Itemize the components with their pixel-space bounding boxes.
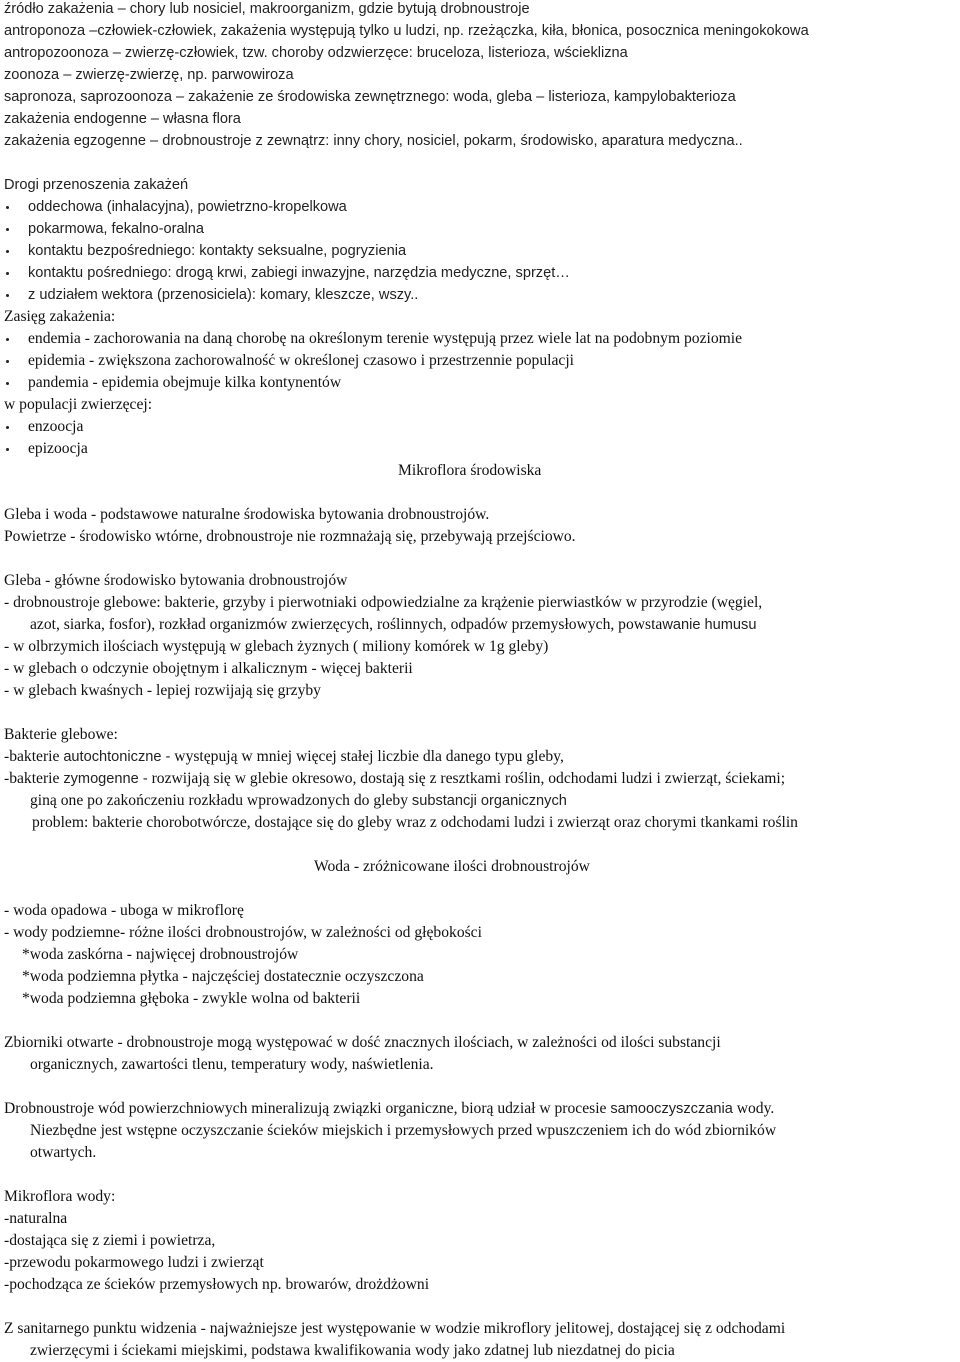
list-item: -dostająca się z ziemi i powietrza,: [4, 1232, 216, 1249]
list-item: epidemia - zwiększona zachorowalność w określonej czasowo i przestrzennie populacji: [4, 350, 958, 372]
surface-water-section: [4, 1098, 958, 1164]
routes-heading: Drogi przenoszenia zakażeń: [4, 177, 189, 193]
list-item: epizoocja: [4, 438, 958, 460]
water-sub-line: *woda podziemna głęboka - zwykle wolna od bakterii: [22, 990, 361, 1007]
animal-heading: w populacji zwierzęcej:: [4, 396, 153, 413]
intro-line: antropozoonoza – zwierzę-człowiek, tzw. choroby odzwierzęce: bruceloza, listerioza, wścieklizna: [4, 45, 628, 61]
intro-line: zakażenia egzogenne – drobnoustroje z zewnątrz: inny chory, nosiciel, pokarm, środowisko, aparatura medyczna..: [4, 133, 743, 149]
bullet-icon: [6, 228, 9, 231]
bacteria-line: problem: bakterie chorobotwórcze, dostające się do gleby wraz z odchodami ludzi i zwierząt oraz chorymi tkankami roślin: [32, 814, 798, 831]
bullet-icon: [6, 426, 9, 429]
list-item: pandemia - epidemia obejmuje kilka kontynentów: [4, 372, 958, 394]
list-item: -naturalna: [4, 1210, 68, 1227]
soil-line: - w glebach o odczynie obojętnym i alkalicznym - więcej bakterii: [4, 660, 413, 677]
soil-section: [4, 570, 958, 702]
intro-line: sapronoza, saprozoonoza – zakażenie ze środowiska zewnętrznego: woda, gleba – listerioza, kampylobakterioza: [4, 89, 736, 105]
intro-line: źródło zakażenia – chory lub nosiciel, makroorganizm, gdzie bytują drobnoustroje: [4, 1, 530, 17]
document-page: [4, 0, 958, 1362]
soil-line: - w glebach kwaśnych - lepiej rozwijają się grzyby: [4, 682, 321, 699]
reservoirs-line: organicznych, zawartości tlenu, temperatury wody, naświetlenia.: [30, 1056, 434, 1073]
sanitary-line: zwierzęcymi i ściekami miejskimi, podstawa kwalifikowania wody jako zdatnej lub niezdatnej do picia: [30, 1342, 675, 1359]
bullet-icon: [6, 360, 9, 363]
bullet-icon: [6, 382, 9, 385]
list-item: endemia - zachorowania na daną chorobę na określonym terenie występują przez wiele lat na podobnym poziomie: [4, 328, 958, 350]
environment-section: [4, 504, 958, 548]
soil-line: azot, siarka, fosfor), rozkład organizmów zwierzęcych, roślinnych, odpadów przemysłowych, powstawanie humusu: [30, 616, 757, 633]
bacteria-section: [4, 724, 958, 834]
reservoirs-section: [4, 1032, 958, 1076]
reservoirs-line: Zbiorniki otwarte - drobnoustroje mogą występować w dość znacznych ilościach, w zależności od ilości substancji: [4, 1034, 721, 1051]
water-sub-line: *woda podziemna płytka - najczęściej dostatecznie oczyszczona: [22, 968, 424, 985]
surface-line: otwartych.: [30, 1144, 97, 1161]
water-line: - wody podziemne- różne ilości drobnoustrojów, w zależności od głębokości: [4, 924, 482, 941]
water-flora-section: [4, 1186, 958, 1296]
env-line: Powietrze - środowisko wtórne, drobnoustroje nie rozmnażają się, przebywają przejściowo.: [4, 528, 576, 545]
water-line: - woda opadowa - uboga w mikroflorę: [4, 902, 244, 919]
surface-line: Drobnoustroje wód powierzchniowych mineralizują związki organiczne, biorą udział w procesie samooczyszczania wody.: [4, 1100, 775, 1117]
water-section: [4, 900, 958, 1010]
bacteria-line: -bakterie autochtoniczne - występują w mniej więcej stałej liczbie dla danego typu gleby,: [4, 748, 564, 765]
section-title: Mikroflora środowiska: [398, 462, 542, 479]
list-item: z udziałem wektora (przenosiciela): komary, kleszcze, wszy..: [4, 284, 958, 306]
sanitary-line: Z sanitarnego punktu widzenia - najważniejsze jest występowanie w wodzie mikroflory jelitowej, dostającej się z odchodami: [4, 1320, 786, 1337]
bullet-icon: [6, 448, 9, 451]
range-heading: Zasięg zakażenia:: [4, 308, 116, 325]
intro-line: zoonoza – zwierzę-zwierzę, np. parwowiroza: [4, 67, 294, 83]
intro-section: [4, 0, 958, 152]
bacteria-line: giną one po zakończeniu rozkładu wprowadzonych do gleby substancji organicznych: [30, 792, 567, 809]
routes-section: [4, 174, 958, 306]
sanitary-section: [4, 1318, 958, 1362]
soil-line: - drobnoustroje glebowe: bakterie, grzyby i pierwotniaki odpowiedzialne za krążenie pierwiastków w przyrodzie (węgiel,: [4, 594, 763, 611]
surface-line: Niezbędne jest wstępne oczyszczanie ścieków miejskich i przemysłowych przed wpuszczeniem ich do wód zbiorników: [30, 1122, 777, 1139]
list-item: -pochodząca ze ścieków przemysłowych np. browarów, drożdżowni: [4, 1276, 430, 1293]
bullet-icon: [6, 272, 9, 275]
list-item: enzoocja: [4, 416, 958, 438]
list-item: oddechowa (inhalacyjna), powietrzno-kropelkowa: [4, 196, 958, 218]
bullet-icon: [6, 250, 9, 253]
intro-line: zakażenia endogenne – własna flora: [4, 111, 241, 127]
water-flora-heading: Mikroflora wody:: [4, 1188, 116, 1205]
soil-heading: Gleba - główne środowisko bytowania drobnoustrojów: [4, 572, 348, 589]
soil-line: - w olbrzymich ilościach występują w glebach żyznych ( miliony komórek w 1g gleby): [4, 638, 549, 655]
bullet-icon: [6, 294, 9, 297]
bacteria-heading: Bakterie glebowe:: [4, 726, 118, 743]
bullet-icon: [6, 338, 9, 341]
intro-line: antroponoza –człowiek-człowiek, zakażenia występują tylko u ludzi, np. rzeżączka, kiła, błonica, posocznica meningokokowa: [4, 23, 809, 39]
water-sub-line: *woda zaskórna - najwięcej drobnoustrojów: [22, 946, 299, 963]
list-item: -przewodu pokarmowego ludzi i zwierząt: [4, 1254, 264, 1271]
range-section: [4, 306, 958, 460]
env-line: Gleba i woda - podstawowe naturalne środowiska bytowania drobnoustrojów.: [4, 506, 490, 523]
bacteria-line: -bakterie zymogenne - rozwijają się w glebie okresowo, dostają się z resztkami roślin, odchodami ludzi i zwierząt, ściekami;: [4, 770, 786, 787]
list-item: pokarmowa, fekalno-oralna: [4, 218, 958, 240]
list-item: kontaktu bezpośredniego: kontakty seksualne, pogryzienia: [4, 240, 958, 262]
bullet-icon: [6, 206, 9, 209]
list-item: kontaktu pośredniego: drogą krwi, zabiegi inwazyjne, narzędzia medyczne, sprzęt…: [4, 262, 958, 284]
section-title: Woda - zróżnicowane ilości drobnoustrojów: [314, 858, 590, 875]
